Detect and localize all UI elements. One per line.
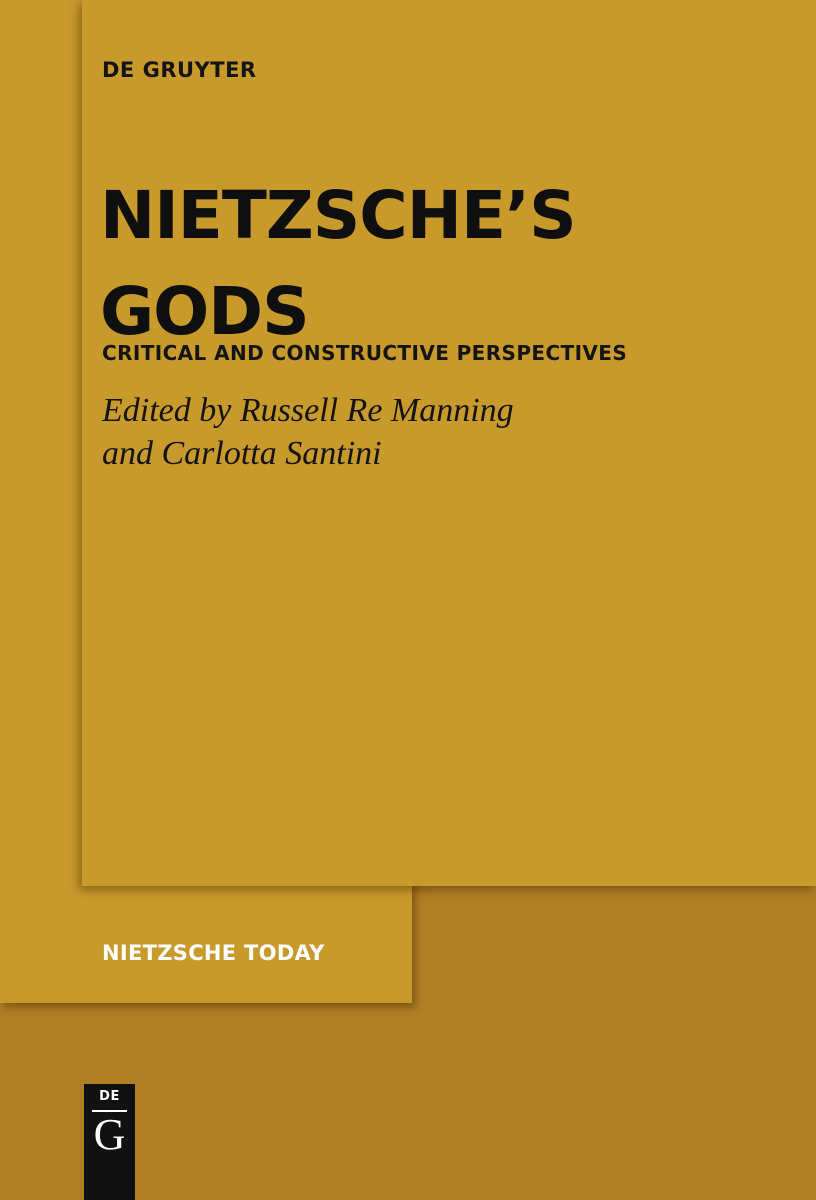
logo-g-text: G — [93, 1110, 126, 1159]
title-line-2: GODS — [100, 273, 309, 350]
de-gruyter-logo — [84, 1084, 135, 1200]
editors — [102, 389, 514, 475]
publisher-name: DE GRUYTER — [102, 58, 257, 82]
book-title — [100, 168, 800, 360]
book-subtitle: CRITICAL AND CONSTRUCTIVE PERSPECTIVES — [102, 341, 628, 365]
editor-line-1: Edited by Russell Re Manning — [102, 392, 514, 429]
series-name: NIETZSCHE TODAY — [102, 941, 325, 965]
title-line-1: NIETZSCHE’S — [100, 177, 576, 254]
logo-de-text: DE — [99, 1089, 120, 1104]
editor-line-2: and Carlotta Santini — [102, 435, 382, 472]
